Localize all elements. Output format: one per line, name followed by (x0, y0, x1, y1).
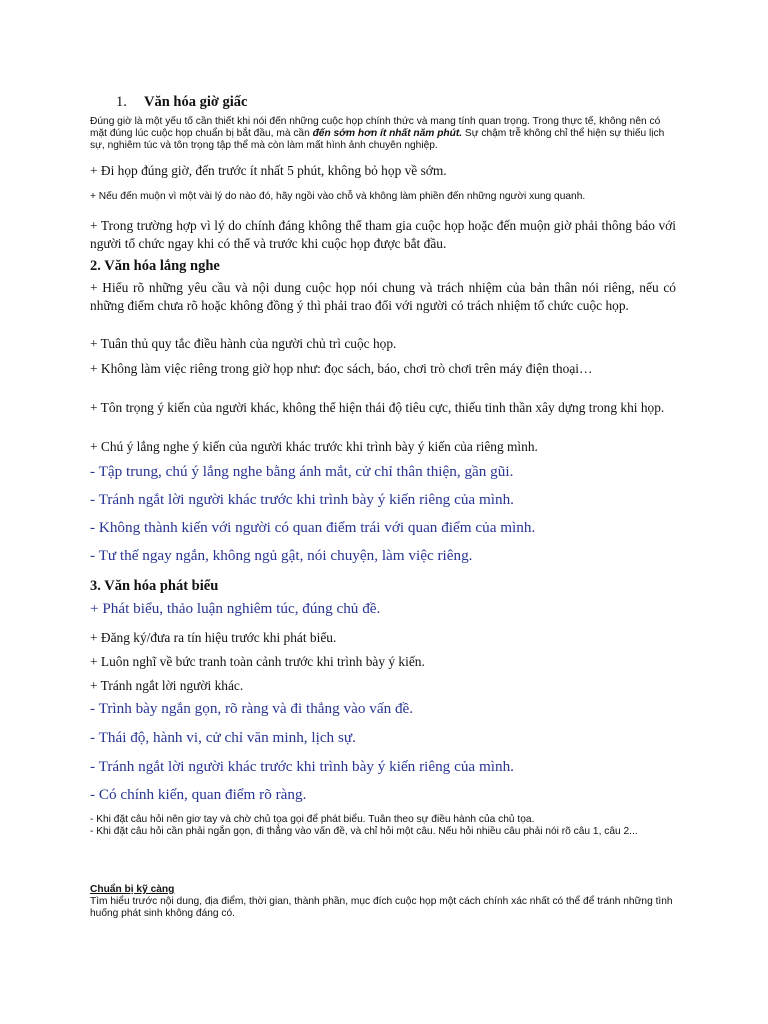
section-2-item-5: + Chú ý lắng nghe ý kiến của người khác trước khi trình bày ý kiến của riêng mình. (90, 439, 538, 454)
section-1-title: Văn hóa giờ giấc (144, 94, 248, 110)
section-3-blue-0: + Phát biểu, thảo luận nghiêm túc, đúng chủ đề. (90, 600, 381, 617)
intro-text-b: Sự chậm trễ không chỉ thể hiện sự thiếu lịch sự, nghiêm túc và tôn trọng tập thể mà còn làm mất hình ảnh chuyên nghiệp. (90, 128, 665, 151)
section-2-item-1: + Hiểu rõ những yêu cầu và nội dung cuộc họp nói chung và trách nhiệm của bản thân nói riêng, nếu có những điểm chưa rõ hoặc không đồng ý thì phải trao đổi với người có trách nhiệm tổ chức cuộc họp. (90, 280, 676, 313)
section-2-blue-2: - Tránh ngắt lời người khác trước khi trình bày ý kiến riêng của mình. (90, 491, 514, 508)
section-2-item-2: + Tuân thủ quy tắc điều hành của người chủ trì cuộc họp. (90, 336, 397, 351)
section-3-note-1: - Khi đặt câu hỏi nên giơ tay và chờ chủ tọa gọi để phát biểu. Tuân theo sự điều hành của chủ tọa. (90, 814, 535, 825)
section-3-blue-2: - Thái độ, hành vi, cử chỉ văn minh, lịch sự. (90, 729, 356, 746)
section-3-item-2: + Luôn nghĩ về bức tranh toàn cảnh trước khi trình bày ý kiến. (90, 654, 425, 669)
section-2-item-4: + Tôn trọng ý kiến của người khác, không thể hiện thái độ tiêu cực, thiếu tinh thần xây dựng trong khi họp. (90, 400, 665, 415)
section-3-blue-4: - Có chính kiến, quan điểm rõ ràng. (90, 786, 307, 803)
section-2-item-3: + Không làm việc riêng trong giờ họp như: đọc sách, báo, chơi trò chơi trên máy điện thoại… (90, 361, 593, 376)
section-3-item-1: + Đăng ký/đưa ra tín hiệu trước khi phát biểu. (90, 630, 337, 645)
intro-emphasis: đến sớm hơn ít nhất năm phút. (312, 128, 463, 139)
section-2-blue-4: - Tư thế ngay ngắn, không ngủ gật, nói chuyện, làm việc riêng. (90, 547, 473, 564)
section-1-item-2: + Nếu đến muộn vì một vài lý do nào đó, hãy ngồi vào chỗ và không làm phiền đến những người xung quanh. (90, 191, 586, 202)
section-1-number: 1. (116, 94, 127, 110)
section-2-title: 2. Văn hóa lắng nghe (90, 258, 220, 274)
section-2-blue-1: - Tập trung, chú ý lắng nghe bằng ánh mắt, cử chỉ thân thiện, gần gũi. (90, 463, 514, 480)
section-3-note-2: - Khi đặt câu hỏi cần phải ngắn gọn, đi thẳng vào vấn đề, và chỉ hỏi một câu. Nếu hỏi nhiều câu phải nói rõ câu 1, câu 2... (90, 826, 638, 837)
section-3-item-3: + Tránh ngắt lời người khác. (90, 678, 244, 693)
section-1-heading (116, 94, 516, 111)
section-3-title: 3. Văn hóa phát biểu (90, 578, 219, 594)
section-4-text: Tìm hiểu trước nội dung, địa điểm, thời gian, thành phần, mục đích cuộc họp một cách chính xác nhất có thể để tránh những tình huống phát sinh không đáng có. (90, 896, 673, 919)
section-3-blue-3: - Tránh ngắt lời người khác trước khi trình bày ý kiến riêng của mình. (90, 758, 514, 775)
section-1-item-3: + Trong trường hợp vì lý do chính đáng không thể tham gia cuộc họp hoặc đến muộn giờ phải thông báo với người tổ chức ngay khi có thể và trước khi cuộc họp được bắt đầu. (90, 218, 676, 251)
section-1-intro (90, 116, 676, 152)
section-3-blue-1: - Trình bày ngắn gọn, rõ ràng và đi thẳng vào vấn đề. (90, 700, 414, 717)
intro-text-a: Đúng giờ là một yếu tố cần thiết khi nói đến những cuộc họp chính thức và mang tính quan trọng. Trong thực tế, không nên có mặt đúng lúc cuộc họp chuẩn bị bắt đầu, mà cần (90, 116, 661, 139)
section-2-blue-3: - Không thành kiến với người có quan điểm trái với quan điểm của mình. (90, 519, 536, 536)
section-4-title: Chuẩn bị kỹ càng (90, 884, 175, 895)
section-1-item-1: + Đi họp đúng giờ, đến trước ít nhất 5 phút, không bỏ họp về sớm. (90, 163, 447, 178)
